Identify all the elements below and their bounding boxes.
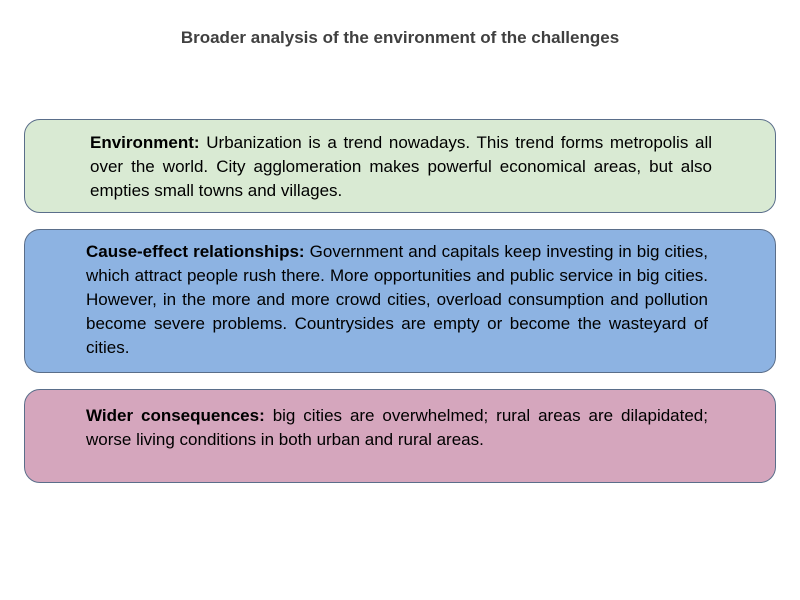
cause-effect-box	[24, 229, 776, 373]
wider-consequences-body: big cities are overwhelmed; rural areas are dilapidated; worse living conditions in both urban and rural areas.	[86, 406, 708, 449]
wider-consequences-box	[24, 389, 776, 483]
cause-effect-label: Cause-effect relationships:	[86, 242, 310, 261]
cause-effect-body: Government and capitals keep investing in big cities, which attract people rush there. More opportunities and public service in big cities. However, in the more and more crowd cities, overload consumption and pollution become severe problems. Countrysides are empty or become the wasteyard of cities.	[86, 242, 708, 357]
environment-label: Environment:	[90, 133, 207, 152]
cause-effect-text	[86, 240, 708, 360]
environment-body: Urbanization is a trend nowadays. This trend forms metropolis all over the world. City agglomeration makes powerful economical areas, but also empties small towns and villages.	[90, 133, 712, 200]
wider-consequences-label: Wider consequences:	[86, 406, 273, 425]
environment-text	[90, 131, 712, 203]
wider-consequences-text	[86, 404, 708, 452]
page-title: Broader analysis of the environment of the challenges	[180, 28, 620, 47]
environment-box	[24, 119, 776, 213]
